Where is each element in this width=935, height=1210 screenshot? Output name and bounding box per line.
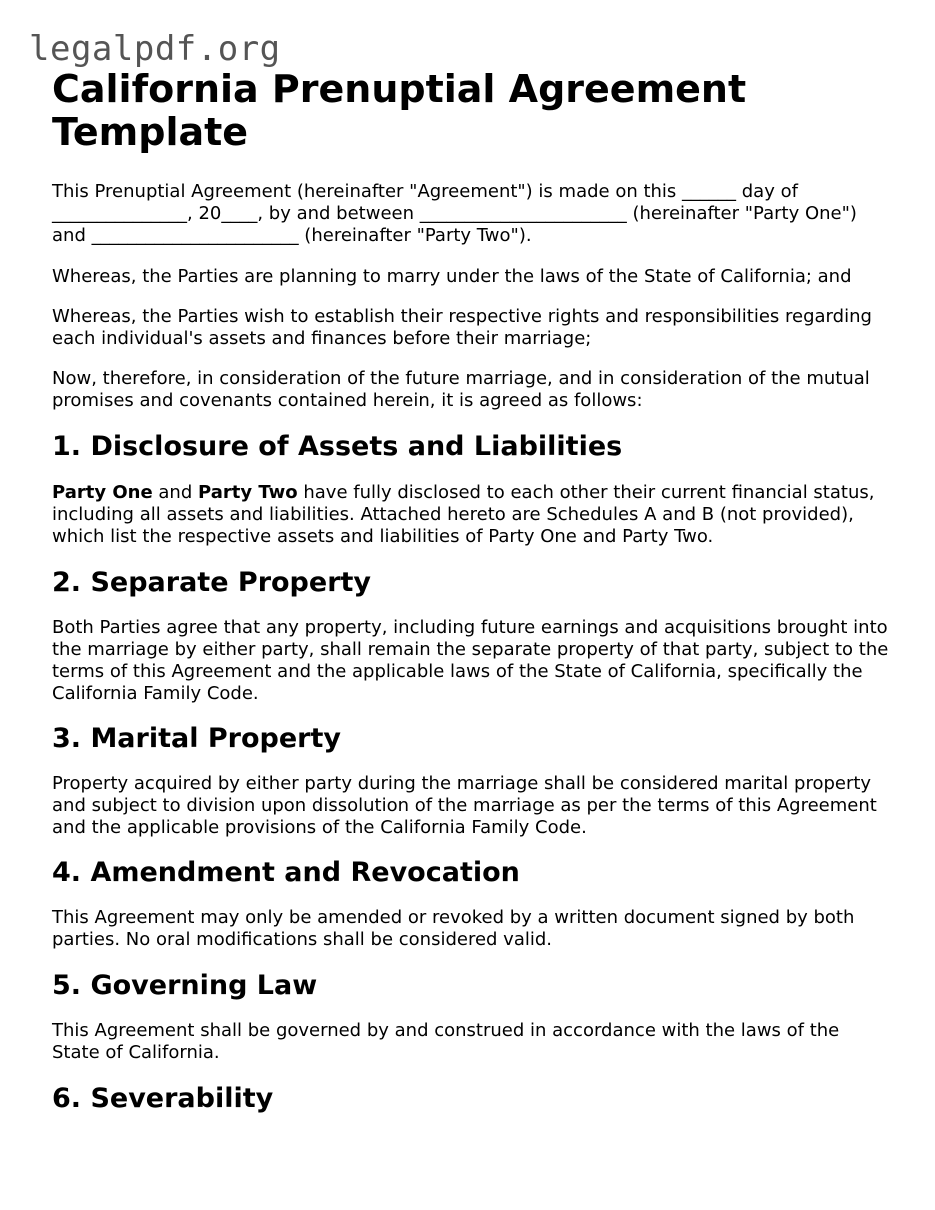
section-4-body: This Agreement may only be amended or revoked by a written document signed by both parties. No oral modifications shall be considered valid. — [52, 907, 855, 950]
section-1-body — [52, 482, 892, 548]
watermark-logo: legalpdf.org — [29, 29, 281, 69]
whereas-paragraph-2: Whereas, the Parties wish to establish their respective rights and responsibilities regarding each individual's assets and finances before their marriage; — [52, 306, 872, 349]
now-therefore-paragraph: Now, therefore, in consideration of the future marriage, and in consideration of the mutual promises and covenants contained herein, it is agreed as follows: — [52, 368, 870, 411]
section-5-body: This Agreement shall be governed by and construed in accordance with the laws of the State of California. — [52, 1020, 840, 1063]
party-one-label: Party One — [52, 482, 153, 503]
section-2-heading: 2. Separate Property — [52, 567, 372, 598]
section-1-text: have fully disclosed to each other their current financial status, including all assets and liabilities. Attached hereto are Schedules A and B (not provided), which list the respective assets and liabilities of Party One and Party Two. — [52, 482, 875, 547]
section-2-body: Both Parties agree that any property, including future earnings and acquisitions brought into the marriage by either party, shall remain the separate property of that party, subject to the terms of this Agreement and the applicable laws of the State of California, specifically the California Family Code. — [52, 617, 889, 704]
document-title: California Prenuptial Agreement Template — [52, 67, 747, 154]
section-3-heading: 3. Marital Property — [52, 723, 341, 754]
intro-paragraph: This Prenuptial Agreement (hereinafter "Agreement") is made on this ______ day of _______________, 20____, by and between _______________________ (hereinafter "Party One") and _______________________ (hereinafter "Party Two"). — [52, 181, 857, 246]
section-4-heading: 4. Amendment and Revocation — [52, 857, 520, 888]
whereas-paragraph-1: Whereas, the Parties are planning to marry under the laws of the State of California; and — [52, 266, 852, 287]
document-body — [52, 68, 892, 1115]
section-5-heading: 5. Governing Law — [52, 970, 318, 1001]
section-1-heading: 1. Disclosure of Assets and Liabilities — [52, 431, 623, 462]
section-6-heading: 6. Severability — [52, 1083, 274, 1114]
section-3-body: Property acquired by either party during the marriage shall be considered marital property and subject to division upon dissolution of the marriage as per the terms of this Agreement and the applicable provisions of the California Family Code. — [52, 773, 877, 838]
party-two-label: Party Two — [197, 482, 298, 503]
and-connector: and — [152, 482, 198, 503]
